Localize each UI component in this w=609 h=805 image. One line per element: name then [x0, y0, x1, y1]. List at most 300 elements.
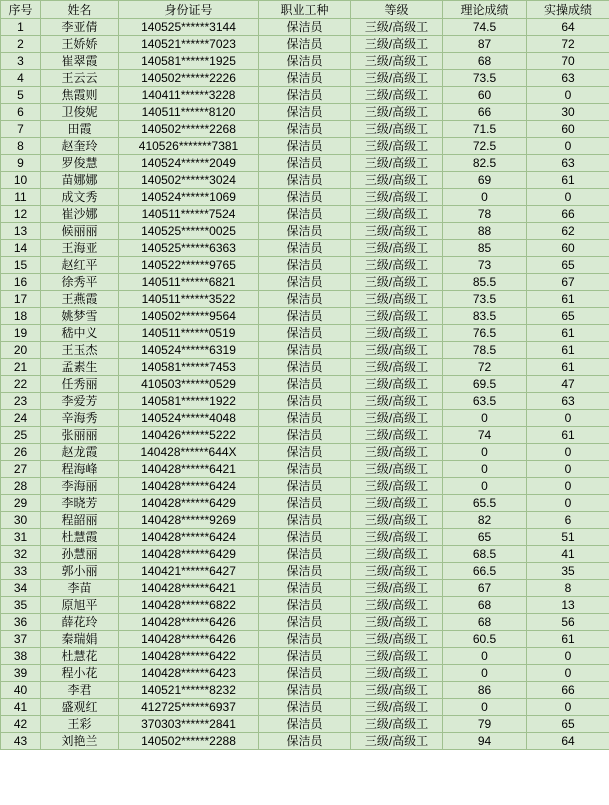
- cell-index[interactable]: 21: [1, 359, 41, 376]
- cell-name[interactable]: 程小花: [41, 665, 119, 682]
- cell-id-number[interactable]: 140522******9765: [119, 257, 259, 274]
- cell-name[interactable]: 李爱芳: [41, 393, 119, 410]
- cell-id-number[interactable]: 140524******2049: [119, 155, 259, 172]
- cell-theory-score[interactable]: 94: [443, 733, 527, 750]
- cell-index[interactable]: 41: [1, 699, 41, 716]
- cell-practical-score[interactable]: 8: [527, 580, 609, 597]
- cell-index[interactable]: 3: [1, 53, 41, 70]
- cell-id-number[interactable]: 140524******1069: [119, 189, 259, 206]
- cell-level[interactable]: 三级/高级工: [351, 19, 443, 36]
- cell-practical-score[interactable]: 0: [527, 478, 609, 495]
- cell-level[interactable]: 三级/高级工: [351, 376, 443, 393]
- cell-practical-score[interactable]: 0: [527, 495, 609, 512]
- cell-name[interactable]: 李海丽: [41, 478, 119, 495]
- cell-practical-score[interactable]: 67: [527, 274, 609, 291]
- cell-practical-score[interactable]: 13: [527, 597, 609, 614]
- cell-theory-score[interactable]: 76.5: [443, 325, 527, 342]
- cell-name[interactable]: 苗娜娜: [41, 172, 119, 189]
- cell-level[interactable]: 三级/高级工: [351, 172, 443, 189]
- cell-theory-score[interactable]: 73.5: [443, 70, 527, 87]
- cell-id-number[interactable]: 140428******6424: [119, 529, 259, 546]
- cell-theory-score[interactable]: 0: [443, 648, 527, 665]
- cell-practical-score[interactable]: 65: [527, 308, 609, 325]
- cell-theory-score[interactable]: 73: [443, 257, 527, 274]
- cell-index[interactable]: 36: [1, 614, 41, 631]
- cell-id-number[interactable]: 140411******3228: [119, 87, 259, 104]
- cell-index[interactable]: 9: [1, 155, 41, 172]
- cell-practical-score[interactable]: 0: [527, 87, 609, 104]
- cell-level[interactable]: 三级/高级工: [351, 325, 443, 342]
- cell-name[interactable]: 孟素生: [41, 359, 119, 376]
- cell-index[interactable]: 26: [1, 444, 41, 461]
- cell-index[interactable]: 8: [1, 138, 41, 155]
- cell-level[interactable]: 三级/高级工: [351, 138, 443, 155]
- cell-id-number[interactable]: 140428******6421: [119, 580, 259, 597]
- cell-occupation[interactable]: 保洁员: [259, 36, 351, 53]
- cell-level[interactable]: 三级/高级工: [351, 665, 443, 682]
- cell-name[interactable]: 原旭平: [41, 597, 119, 614]
- cell-id-number[interactable]: 410503******0529: [119, 376, 259, 393]
- cell-name[interactable]: 李苗: [41, 580, 119, 597]
- cell-index[interactable]: 19: [1, 325, 41, 342]
- cell-occupation[interactable]: 保洁员: [259, 376, 351, 393]
- cell-id-number[interactable]: 140511******8120: [119, 104, 259, 121]
- cell-id-number[interactable]: 140428******6426: [119, 614, 259, 631]
- cell-level[interactable]: 三级/高级工: [351, 291, 443, 308]
- cell-name[interactable]: 赵奎玲: [41, 138, 119, 155]
- cell-id-number[interactable]: 140581******7453: [119, 359, 259, 376]
- cell-name[interactable]: 赵龙霞: [41, 444, 119, 461]
- cell-id-number[interactable]: 140502******2268: [119, 121, 259, 138]
- cell-id-number[interactable]: 140502******2226: [119, 70, 259, 87]
- cell-occupation[interactable]: 保洁员: [259, 410, 351, 427]
- cell-name[interactable]: 李亚倩: [41, 19, 119, 36]
- cell-name[interactable]: 郭小丽: [41, 563, 119, 580]
- cell-level[interactable]: 三级/高级工: [351, 257, 443, 274]
- cell-level[interactable]: 三级/高级工: [351, 410, 443, 427]
- cell-practical-score[interactable]: 41: [527, 546, 609, 563]
- cell-theory-score[interactable]: 65.5: [443, 495, 527, 512]
- cell-index[interactable]: 24: [1, 410, 41, 427]
- cell-id-number[interactable]: 140428******6424: [119, 478, 259, 495]
- cell-name[interactable]: 王彩: [41, 716, 119, 733]
- cell-index[interactable]: 33: [1, 563, 41, 580]
- cell-theory-score[interactable]: 85: [443, 240, 527, 257]
- cell-theory-score[interactable]: 65: [443, 529, 527, 546]
- cell-level[interactable]: 三级/高级工: [351, 461, 443, 478]
- cell-id-number[interactable]: 140428******6421: [119, 461, 259, 478]
- cell-level[interactable]: 三级/高级工: [351, 240, 443, 257]
- cell-index[interactable]: 5: [1, 87, 41, 104]
- cell-id-number[interactable]: 140428******6429: [119, 495, 259, 512]
- cell-occupation[interactable]: 保洁员: [259, 308, 351, 325]
- cell-practical-score[interactable]: 65: [527, 257, 609, 274]
- cell-index[interactable]: 28: [1, 478, 41, 495]
- cell-index[interactable]: 29: [1, 495, 41, 512]
- cell-level[interactable]: 三级/高级工: [351, 36, 443, 53]
- cell-practical-score[interactable]: 60: [527, 240, 609, 257]
- cell-id-number[interactable]: 140428******9269: [119, 512, 259, 529]
- cell-level[interactable]: 三级/高级工: [351, 716, 443, 733]
- cell-name[interactable]: 程海峰: [41, 461, 119, 478]
- cell-index[interactable]: 39: [1, 665, 41, 682]
- cell-id-number[interactable]: 140502******2288: [119, 733, 259, 750]
- cell-practical-score[interactable]: 66: [527, 206, 609, 223]
- cell-practical-score[interactable]: 64: [527, 733, 609, 750]
- cell-name[interactable]: 赵红平: [41, 257, 119, 274]
- cell-name[interactable]: 徐秀平: [41, 274, 119, 291]
- cell-occupation[interactable]: 保洁员: [259, 546, 351, 563]
- cell-id-number[interactable]: 140511******3522: [119, 291, 259, 308]
- cell-theory-score[interactable]: 88: [443, 223, 527, 240]
- cell-occupation[interactable]: 保洁员: [259, 580, 351, 597]
- cell-occupation[interactable]: 保洁员: [259, 53, 351, 70]
- cell-occupation[interactable]: 保洁员: [259, 19, 351, 36]
- cell-level[interactable]: 三级/高级工: [351, 206, 443, 223]
- cell-practical-score[interactable]: 61: [527, 291, 609, 308]
- cell-id-number[interactable]: 140525******3144: [119, 19, 259, 36]
- cell-id-number[interactable]: 140428******6422: [119, 648, 259, 665]
- cell-name[interactable]: 辛海秀: [41, 410, 119, 427]
- cell-index[interactable]: 20: [1, 342, 41, 359]
- cell-practical-score[interactable]: 60: [527, 121, 609, 138]
- cell-index[interactable]: 34: [1, 580, 41, 597]
- cell-name[interactable]: 任秀丽: [41, 376, 119, 393]
- cell-id-number[interactable]: 140426******5222: [119, 427, 259, 444]
- cell-practical-score[interactable]: 63: [527, 393, 609, 410]
- cell-theory-score[interactable]: 63.5: [443, 393, 527, 410]
- cell-name[interactable]: 张丽丽: [41, 427, 119, 444]
- cell-id-number[interactable]: 140511******6821: [119, 274, 259, 291]
- cell-id-number[interactable]: 370303******2841: [119, 716, 259, 733]
- cell-index[interactable]: 15: [1, 257, 41, 274]
- cell-id-number[interactable]: 412725******6937: [119, 699, 259, 716]
- cell-index[interactable]: 38: [1, 648, 41, 665]
- cell-name[interactable]: 候丽丽: [41, 223, 119, 240]
- cell-name[interactable]: 王燕霞: [41, 291, 119, 308]
- cell-level[interactable]: 三级/高级工: [351, 427, 443, 444]
- cell-occupation[interactable]: 保洁员: [259, 563, 351, 580]
- cell-index[interactable]: 7: [1, 121, 41, 138]
- cell-theory-score[interactable]: 74.5: [443, 19, 527, 36]
- cell-theory-score[interactable]: 73.5: [443, 291, 527, 308]
- cell-theory-score[interactable]: 82: [443, 512, 527, 529]
- cell-occupation[interactable]: 保洁员: [259, 189, 351, 206]
- cell-occupation[interactable]: 保洁员: [259, 597, 351, 614]
- cell-index[interactable]: 32: [1, 546, 41, 563]
- cell-practical-score[interactable]: 0: [527, 648, 609, 665]
- cell-occupation[interactable]: 保洁员: [259, 512, 351, 529]
- cell-occupation[interactable]: 保洁员: [259, 699, 351, 716]
- cell-practical-score[interactable]: 61: [527, 427, 609, 444]
- cell-level[interactable]: 三级/高级工: [351, 580, 443, 597]
- cell-name[interactable]: 杜慧花: [41, 648, 119, 665]
- cell-practical-score[interactable]: 70: [527, 53, 609, 70]
- cell-occupation[interactable]: 保洁员: [259, 104, 351, 121]
- cell-index[interactable]: 22: [1, 376, 41, 393]
- cell-practical-score[interactable]: 63: [527, 70, 609, 87]
- cell-id-number[interactable]: 140581******1925: [119, 53, 259, 70]
- cell-practical-score[interactable]: 61: [527, 172, 609, 189]
- cell-id-number[interactable]: 140428******6426: [119, 631, 259, 648]
- cell-name[interactable]: 王娇娇: [41, 36, 119, 53]
- cell-practical-score[interactable]: 0: [527, 189, 609, 206]
- cell-practical-score[interactable]: 61: [527, 325, 609, 342]
- cell-theory-score[interactable]: 0: [443, 189, 527, 206]
- cell-index[interactable]: 6: [1, 104, 41, 121]
- cell-occupation[interactable]: 保洁员: [259, 478, 351, 495]
- cell-occupation[interactable]: 保洁员: [259, 274, 351, 291]
- cell-theory-score[interactable]: 68.5: [443, 546, 527, 563]
- cell-index[interactable]: 10: [1, 172, 41, 189]
- cell-occupation[interactable]: 保洁员: [259, 70, 351, 87]
- cell-occupation[interactable]: 保洁员: [259, 461, 351, 478]
- cell-occupation[interactable]: 保洁员: [259, 359, 351, 376]
- cell-index[interactable]: 35: [1, 597, 41, 614]
- cell-theory-score[interactable]: 83.5: [443, 308, 527, 325]
- cell-occupation[interactable]: 保洁员: [259, 223, 351, 240]
- cell-occupation[interactable]: 保洁员: [259, 444, 351, 461]
- cell-name[interactable]: 王玉杰: [41, 342, 119, 359]
- cell-theory-score[interactable]: 60: [443, 87, 527, 104]
- cell-id-number[interactable]: 140521******8232: [119, 682, 259, 699]
- cell-name[interactable]: 刘艳兰: [41, 733, 119, 750]
- cell-name[interactable]: 卫俊妮: [41, 104, 119, 121]
- cell-index[interactable]: 14: [1, 240, 41, 257]
- cell-level[interactable]: 三级/高级工: [351, 121, 443, 138]
- cell-occupation[interactable]: 保洁员: [259, 614, 351, 631]
- cell-practical-score[interactable]: 64: [527, 19, 609, 36]
- cell-occupation[interactable]: 保洁员: [259, 172, 351, 189]
- cell-index[interactable]: 42: [1, 716, 41, 733]
- cell-occupation[interactable]: 保洁员: [259, 240, 351, 257]
- cell-index[interactable]: 30: [1, 512, 41, 529]
- cell-occupation[interactable]: 保洁员: [259, 291, 351, 308]
- cell-theory-score[interactable]: 72: [443, 359, 527, 376]
- cell-practical-score[interactable]: 72: [527, 36, 609, 53]
- cell-index[interactable]: 1: [1, 19, 41, 36]
- cell-occupation[interactable]: 保洁员: [259, 138, 351, 155]
- cell-occupation[interactable]: 保洁员: [259, 495, 351, 512]
- cell-index[interactable]: 43: [1, 733, 41, 750]
- cell-occupation[interactable]: 保洁员: [259, 665, 351, 682]
- cell-practical-score[interactable]: 0: [527, 444, 609, 461]
- cell-name[interactable]: 秦瑞娟: [41, 631, 119, 648]
- cell-level[interactable]: 三级/高级工: [351, 648, 443, 665]
- cell-practical-score[interactable]: 63: [527, 155, 609, 172]
- cell-level[interactable]: 三级/高级工: [351, 699, 443, 716]
- cell-level[interactable]: 三级/高级工: [351, 308, 443, 325]
- cell-practical-score[interactable]: 61: [527, 631, 609, 648]
- cell-theory-score[interactable]: 60.5: [443, 631, 527, 648]
- cell-practical-score[interactable]: 61: [527, 342, 609, 359]
- cell-id-number[interactable]: 140428******6822: [119, 597, 259, 614]
- cell-index[interactable]: 37: [1, 631, 41, 648]
- cell-occupation[interactable]: 保洁员: [259, 325, 351, 342]
- cell-practical-score[interactable]: 62: [527, 223, 609, 240]
- cell-id-number[interactable]: 140511******7524: [119, 206, 259, 223]
- cell-occupation[interactable]: 保洁员: [259, 342, 351, 359]
- cell-theory-score[interactable]: 71.5: [443, 121, 527, 138]
- cell-id-number[interactable]: 140525******0025: [119, 223, 259, 240]
- cell-level[interactable]: 三级/高级工: [351, 104, 443, 121]
- cell-id-number[interactable]: 140524******4048: [119, 410, 259, 427]
- cell-practical-score[interactable]: 0: [527, 410, 609, 427]
- cell-level[interactable]: 三级/高级工: [351, 53, 443, 70]
- cell-index[interactable]: 2: [1, 36, 41, 53]
- cell-occupation[interactable]: 保洁员: [259, 733, 351, 750]
- cell-name[interactable]: 孙慧丽: [41, 546, 119, 563]
- cell-theory-score[interactable]: 67: [443, 580, 527, 597]
- cell-practical-score[interactable]: 6: [527, 512, 609, 529]
- cell-name[interactable]: 李君: [41, 682, 119, 699]
- cell-theory-score[interactable]: 69.5: [443, 376, 527, 393]
- cell-id-number[interactable]: 140525******6363: [119, 240, 259, 257]
- cell-id-number[interactable]: 140502******9564: [119, 308, 259, 325]
- cell-level[interactable]: 三级/高级工: [351, 495, 443, 512]
- cell-name[interactable]: 姚梦雪: [41, 308, 119, 325]
- cell-theory-score[interactable]: 66.5: [443, 563, 527, 580]
- cell-theory-score[interactable]: 86: [443, 682, 527, 699]
- cell-name[interactable]: 罗俊慧: [41, 155, 119, 172]
- cell-index[interactable]: 40: [1, 682, 41, 699]
- cell-practical-score[interactable]: 66: [527, 682, 609, 699]
- cell-practical-score[interactable]: 0: [527, 665, 609, 682]
- cell-theory-score[interactable]: 68: [443, 597, 527, 614]
- cell-index[interactable]: 11: [1, 189, 41, 206]
- cell-level[interactable]: 三级/高级工: [351, 444, 443, 461]
- cell-theory-score[interactable]: 0: [443, 444, 527, 461]
- cell-id-number[interactable]: 140524******6319: [119, 342, 259, 359]
- cell-id-number[interactable]: 140521******7023: [119, 36, 259, 53]
- cell-occupation[interactable]: 保洁员: [259, 648, 351, 665]
- cell-level[interactable]: 三级/高级工: [351, 155, 443, 172]
- cell-occupation[interactable]: 保洁员: [259, 121, 351, 138]
- cell-index[interactable]: 27: [1, 461, 41, 478]
- cell-theory-score[interactable]: 0: [443, 665, 527, 682]
- cell-level[interactable]: 三级/高级工: [351, 597, 443, 614]
- cell-name[interactable]: 成文秀: [41, 189, 119, 206]
- cell-theory-score[interactable]: 66: [443, 104, 527, 121]
- cell-level[interactable]: 三级/高级工: [351, 359, 443, 376]
- cell-level[interactable]: 三级/高级工: [351, 512, 443, 529]
- cell-occupation[interactable]: 保洁员: [259, 427, 351, 444]
- cell-occupation[interactable]: 保洁员: [259, 716, 351, 733]
- cell-level[interactable]: 三级/高级工: [351, 733, 443, 750]
- cell-practical-score[interactable]: 61: [527, 359, 609, 376]
- cell-practical-score[interactable]: 65: [527, 716, 609, 733]
- cell-name[interactable]: 王云云: [41, 70, 119, 87]
- cell-occupation[interactable]: 保洁员: [259, 87, 351, 104]
- cell-level[interactable]: 三级/高级工: [351, 223, 443, 240]
- cell-index[interactable]: 25: [1, 427, 41, 444]
- cell-name[interactable]: 杜慧霞: [41, 529, 119, 546]
- cell-index[interactable]: 16: [1, 274, 41, 291]
- cell-theory-score[interactable]: 0: [443, 410, 527, 427]
- cell-index[interactable]: 4: [1, 70, 41, 87]
- cell-theory-score[interactable]: 68: [443, 53, 527, 70]
- cell-id-number[interactable]: 140428******644X: [119, 444, 259, 461]
- cell-occupation[interactable]: 保洁员: [259, 257, 351, 274]
- cell-name[interactable]: 崔沙娜: [41, 206, 119, 223]
- cell-level[interactable]: 三级/高级工: [351, 631, 443, 648]
- cell-level[interactable]: 三级/高级工: [351, 70, 443, 87]
- cell-theory-score[interactable]: 72.5: [443, 138, 527, 155]
- cell-occupation[interactable]: 保洁员: [259, 682, 351, 699]
- cell-theory-score[interactable]: 0: [443, 699, 527, 716]
- cell-index[interactable]: 12: [1, 206, 41, 223]
- cell-index[interactable]: 13: [1, 223, 41, 240]
- cell-id-number[interactable]: 140421******6427: [119, 563, 259, 580]
- cell-level[interactable]: 三级/高级工: [351, 342, 443, 359]
- cell-practical-score[interactable]: 35: [527, 563, 609, 580]
- cell-name[interactable]: 焦霞则: [41, 87, 119, 104]
- cell-theory-score[interactable]: 82.5: [443, 155, 527, 172]
- cell-level[interactable]: 三级/高级工: [351, 274, 443, 291]
- cell-level[interactable]: 三级/高级工: [351, 87, 443, 104]
- cell-id-number[interactable]: 410526*******7381: [119, 138, 259, 155]
- cell-occupation[interactable]: 保洁员: [259, 393, 351, 410]
- cell-occupation[interactable]: 保洁员: [259, 529, 351, 546]
- cell-level[interactable]: 三级/高级工: [351, 546, 443, 563]
- cell-theory-score[interactable]: 78: [443, 206, 527, 223]
- cell-name[interactable]: 嵇中义: [41, 325, 119, 342]
- cell-level[interactable]: 三级/高级工: [351, 614, 443, 631]
- cell-index[interactable]: 23: [1, 393, 41, 410]
- cell-level[interactable]: 三级/高级工: [351, 682, 443, 699]
- cell-level[interactable]: 三级/高级工: [351, 529, 443, 546]
- cell-theory-score[interactable]: 69: [443, 172, 527, 189]
- cell-id-number[interactable]: 140581******1922: [119, 393, 259, 410]
- cell-name[interactable]: 李晓芳: [41, 495, 119, 512]
- cell-theory-score[interactable]: 85.5: [443, 274, 527, 291]
- cell-theory-score[interactable]: 0: [443, 461, 527, 478]
- cell-theory-score[interactable]: 79: [443, 716, 527, 733]
- cell-id-number[interactable]: 140428******6429: [119, 546, 259, 563]
- cell-occupation[interactable]: 保洁员: [259, 206, 351, 223]
- cell-index[interactable]: 17: [1, 291, 41, 308]
- cell-occupation[interactable]: 保洁员: [259, 631, 351, 648]
- cell-practical-score[interactable]: 30: [527, 104, 609, 121]
- cell-level[interactable]: 三级/高级工: [351, 563, 443, 580]
- cell-theory-score[interactable]: 0: [443, 478, 527, 495]
- cell-practical-score[interactable]: 0: [527, 699, 609, 716]
- cell-level[interactable]: 三级/高级工: [351, 189, 443, 206]
- cell-name[interactable]: 薛花玲: [41, 614, 119, 631]
- cell-name[interactable]: 田霞: [41, 121, 119, 138]
- cell-theory-score[interactable]: 87: [443, 36, 527, 53]
- cell-practical-score[interactable]: 47: [527, 376, 609, 393]
- cell-index[interactable]: 31: [1, 529, 41, 546]
- cell-practical-score[interactable]: 51: [527, 529, 609, 546]
- cell-id-number[interactable]: 140511******0519: [119, 325, 259, 342]
- cell-name[interactable]: 程韶丽: [41, 512, 119, 529]
- cell-level[interactable]: 三级/高级工: [351, 478, 443, 495]
- cell-level[interactable]: 三级/高级工: [351, 393, 443, 410]
- cell-name[interactable]: 王海亚: [41, 240, 119, 257]
- cell-theory-score[interactable]: 68: [443, 614, 527, 631]
- cell-occupation[interactable]: 保洁员: [259, 155, 351, 172]
- cell-practical-score[interactable]: 0: [527, 138, 609, 155]
- cell-theory-score[interactable]: 74: [443, 427, 527, 444]
- cell-index[interactable]: 18: [1, 308, 41, 325]
- cell-name[interactable]: 崔翠霞: [41, 53, 119, 70]
- cell-theory-score[interactable]: 78.5: [443, 342, 527, 359]
- cell-id-number[interactable]: 140502******3024: [119, 172, 259, 189]
- cell-practical-score[interactable]: 0: [527, 461, 609, 478]
- cell-id-number[interactable]: 140428******6423: [119, 665, 259, 682]
- cell-practical-score[interactable]: 56: [527, 614, 609, 631]
